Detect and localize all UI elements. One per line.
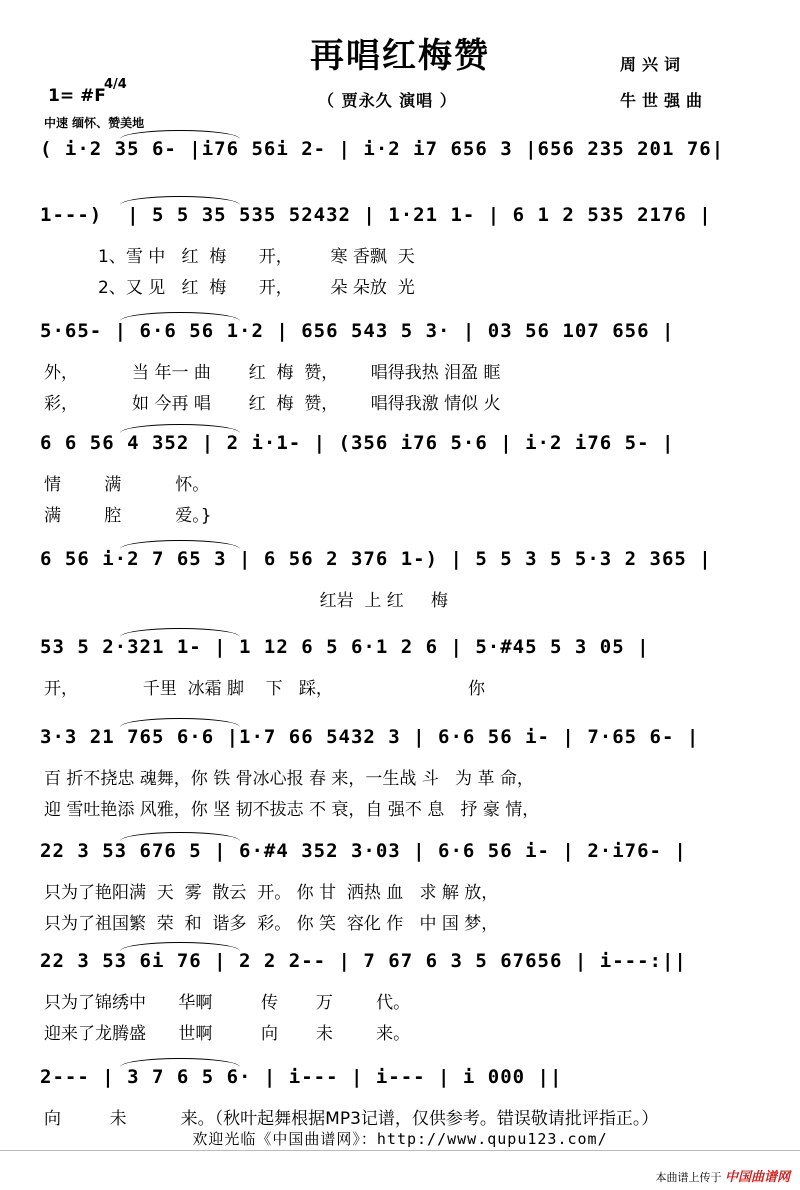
notation-row: 5·65- | 6·6 56 1·2 | 656 543 5 3· | 03 56 107 656 | <box>40 320 675 342</box>
lyric-line: 彩， 如 今再 唱 红 梅 赞， 唱得我激 情似 火 <box>44 394 501 414</box>
lyric-line: 满 腔 爱。} <box>44 506 212 526</box>
notation-row: 3·3 21 765 6·6 |1·7 66 5432 3 | 6·6 56 i- | 7·65 6- | <box>40 726 700 748</box>
notation-row: 1---) | 5 5 35 535 52432 | 1·21 1- | 6 1 2 535 2176 | <box>40 204 712 226</box>
lyric-line: 开， 千里 冰霜 脚 下 踩， 你 <box>44 679 485 699</box>
notation-row: 53 5 2·321 1- | 1 12 6 5 6·1 2 6 | 5·#45 5 3 05 | <box>40 636 650 658</box>
footer-divider <box>0 1150 800 1151</box>
lyric-line: 外， 当 年一 曲 红 梅 赞， 唱得我热 泪盈 眶 <box>44 363 501 383</box>
slur-mark <box>120 1058 240 1067</box>
slur-mark <box>120 312 240 321</box>
lyric-line: 红岩 上 红 梅 <box>44 591 448 611</box>
lyric-line: 2、又 见 红 梅 开， 朵 朵放 光 <box>44 278 415 298</box>
lyric-line: 情 满 怀。 <box>44 475 210 495</box>
lyric-line: 百 折不挠忠 魂舞，你 铁 骨冰心报 春 来，一生战 斗 为 革 命， <box>44 769 534 789</box>
lyric-line: 迎来了龙腾盛 世啊 向 未 来。 <box>44 1024 411 1044</box>
notation-row: 2--- | 3 7 6 5 6· | i--- | i--- | i 000 || <box>40 1066 563 1088</box>
upload-stamp <box>655 1166 790 1185</box>
notation-row: ( i·2 35 6- |i76 56i 2- | i·2 i7 656 3 |656 235 201 76| <box>40 138 725 160</box>
stamp-text: 本曲谱上传于 <box>655 1171 722 1184</box>
notation-row: 22 3 53 676 5 | 6·#4 352 3·03 | 6·6 56 i- | 2·i76- | <box>40 840 687 862</box>
slur-mark <box>120 628 240 637</box>
lyric-line: 迎 雪吐艳添 风雅，你 坚 韧不拔志 不 衰，自 强不 息 抒 豪 情， <box>44 800 540 820</box>
notation-row: 6 56 i·2 7 65 3 | 6 56 2 376 1-) | 5 5 3 5 5·3 2 365 | <box>40 548 712 570</box>
slur-mark <box>120 130 240 139</box>
page-title: 再唱红梅赞 <box>310 36 490 76</box>
performer-credit: （ 贾永久 演唱 ） <box>318 91 457 110</box>
notation-row: 6 6 56 4 352 | 2 i·1- | (356 i76 5·6 | i·2 i76 5- | <box>40 432 675 454</box>
time-signature: 4/4 <box>104 77 127 92</box>
lyric-line: 只为了艳阳满 天 雾 散云 开。 你 甘 洒热 血 求 解 放， <box>44 883 499 903</box>
slur-mark <box>120 540 240 549</box>
lyric-line: 只为了锦绣中 华啊 传 万 代。 <box>44 993 411 1013</box>
tempo-marking: 中速 缅怀、赞美地 <box>44 116 145 130</box>
slur-mark <box>120 718 240 727</box>
slur-mark <box>120 832 240 841</box>
lyricist-credit: 周兴词 <box>620 55 687 74</box>
notation-row: 22 3 53 6i 76 | 2 2 2-- | 7 67 6 3 5 67656 | i---:|| <box>40 950 687 972</box>
slur-mark <box>120 424 240 433</box>
key-signature: 1= #F <box>48 86 106 106</box>
footer-link[interactable]: 欢迎光临《中国曲谱网》：http://www.qupu123.com/ <box>192 1130 608 1148</box>
lyric-line: 向 未 来。（秋叶起舞根据MP3记谱，仅供参考。错误敬请批评指正。） <box>44 1109 659 1129</box>
composer-credit: 牛世强曲 <box>620 91 709 110</box>
brand-logo: 中国曲谱网 <box>724 1170 790 1185</box>
slur-mark <box>120 942 240 951</box>
slur-mark <box>120 196 240 205</box>
lyric-line: 只为了祖国繁 荣 和 谐多 彩。 你 笑 容化 作 中 国 梦， <box>44 914 499 934</box>
lyric-line: 1、雪 中 红 梅 开， 寒 香飘 天 <box>44 247 415 267</box>
